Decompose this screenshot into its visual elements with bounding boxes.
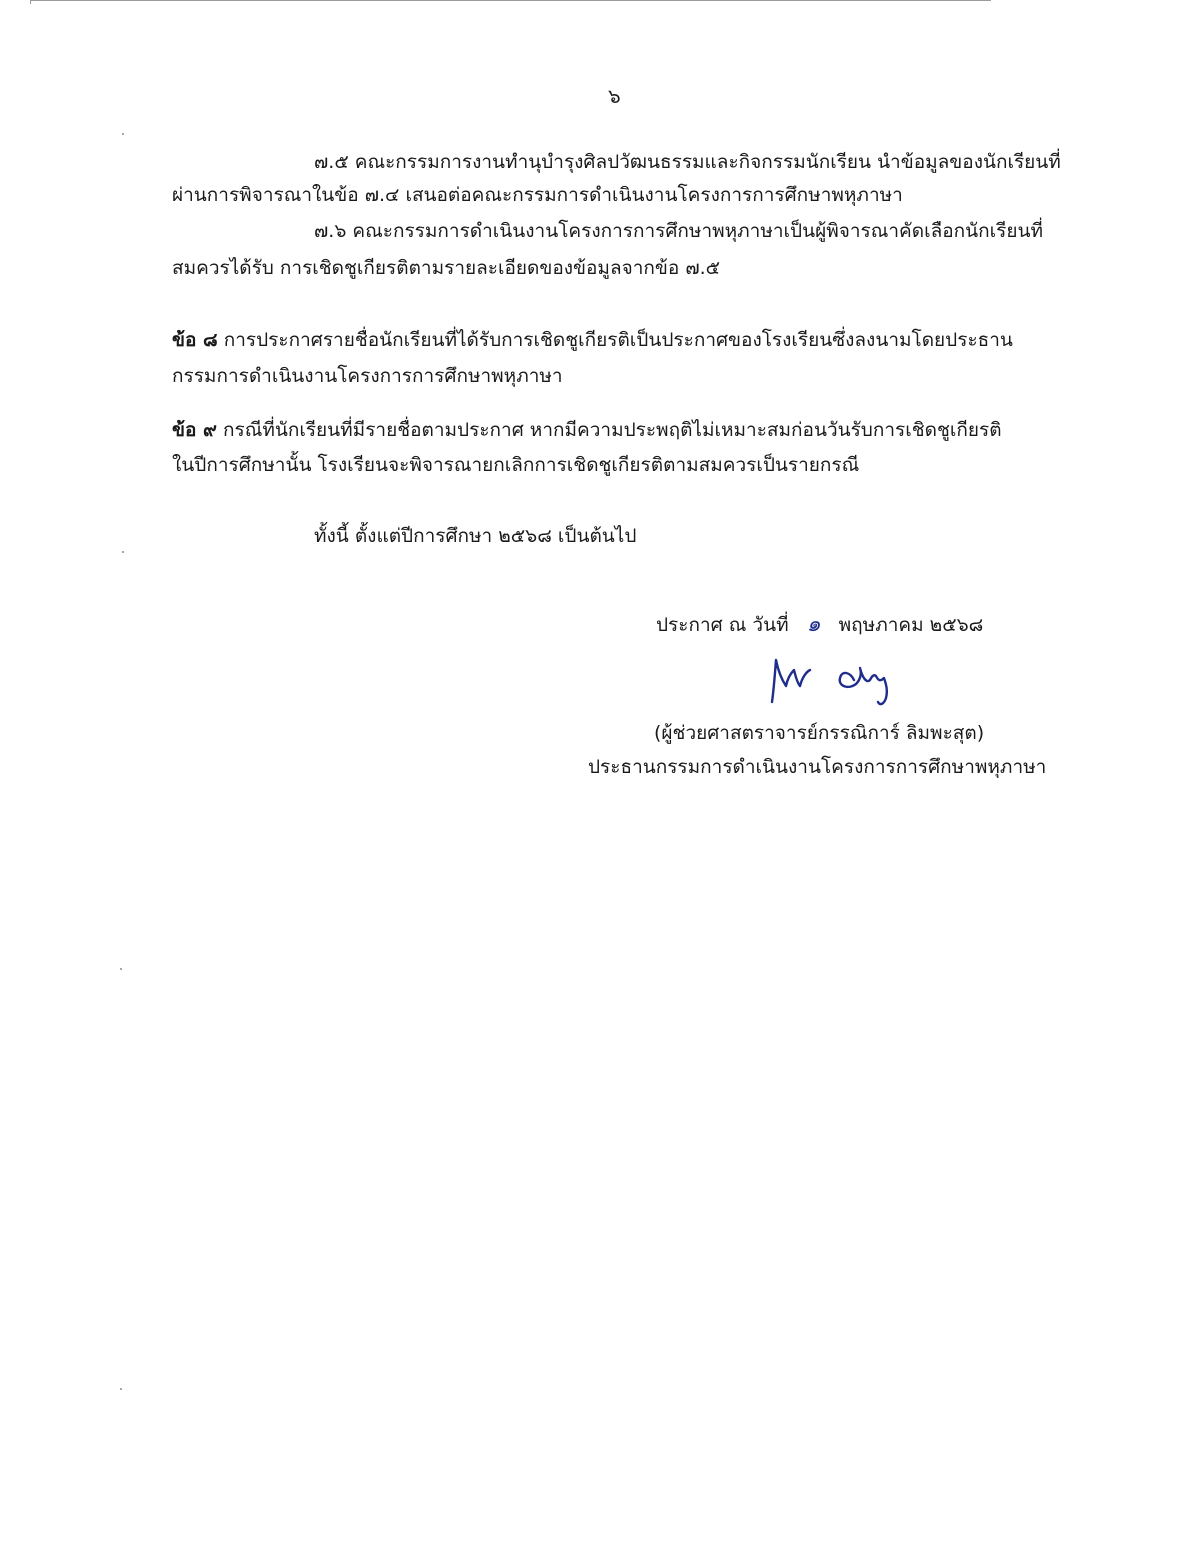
clause-8-text: การประกาศรายชื่อนักเรียนที่ได้รับการเชิดชูเกียรติเป็นประกาศของโรงเรียนซึ่งลงนามโดยประธาน: [223, 329, 1013, 351]
effective-statement: ทั้งนี้ ตั้งแต่ปีการศึกษา ๒๕๖๘ เป็นต้นไป: [314, 525, 637, 547]
clause-8-label: ข้อ ๘: [172, 329, 218, 351]
clause-8-line-2: กรรมการดำเนินงานโครงการการศึกษาพหุภาษา: [172, 365, 563, 387]
signatory-position: ประธานกรรมการดำเนินงานโครงการการศึกษาพหุภาษา: [588, 756, 1047, 778]
section-7-6-line-2: สมควรได้รับ การเชิดชูเกียรติตามรายละเอียดของข้อมูลจากข้อ ๗.๕: [172, 257, 721, 279]
clause-8-line-1: [172, 328, 1013, 352]
clause-9-line-1: [172, 418, 1002, 442]
section-7-6-line-1: ๗.๖ คณะกรรมการดำเนินงานโครงการการศึกษาพหุภาษาเป็นผู้พิจารณาคัดเลือกนักเรียนที่: [314, 220, 1043, 242]
signature: [758, 650, 918, 710]
scan-speck: [122, 133, 124, 135]
scan-page-edge: [30, 0, 991, 4]
scan-speck: [122, 551, 124, 553]
clause-9-line-2: ในปีการศึกษานั้น โรงเรียนจะพิจารณายกเลิกการเชิดชูเกียรติตามสมควรเป็นรายกรณี: [172, 454, 860, 476]
section-7-5-line-2: ผ่านการพิจารณาในข้อ ๗.๔ เสนอต่อคณะกรรมการดำเนินงานโครงการการศึกษาพหุภาษา: [172, 184, 903, 206]
scan-speck: [120, 968, 122, 970]
announcement-month-year: พฤษภาคม ๒๕๖๘: [838, 614, 984, 636]
announcement-prefix: ประกาศ ณ วันที่: [656, 614, 789, 636]
section-7-5-line-1: ๗.๕ คณะกรรมการงานทำนุบำรุงศิลปวัฒนธรรมและกิจกรรมนักเรียน นำข้อมูลของนักเรียนที่: [314, 151, 1061, 173]
signatory-name: (ผู้ช่วยศาสตราจารย์กรรณิการ์ ลิมพะสุต): [654, 722, 985, 744]
clause-9-text: กรณีที่นักเรียนที่มีรายชื่อตามประกาศ หากมีความประพฤติไม่เหมาะสมก่อนวันรับการเชิดชูเกียรติ: [222, 419, 1002, 441]
announcement-date: [656, 613, 983, 637]
clause-9-label: ข้อ ๙: [172, 419, 217, 441]
announcement-day: ๑: [806, 612, 821, 637]
scan-speck: [120, 1388, 122, 1390]
page-number: ๖: [608, 84, 621, 108]
